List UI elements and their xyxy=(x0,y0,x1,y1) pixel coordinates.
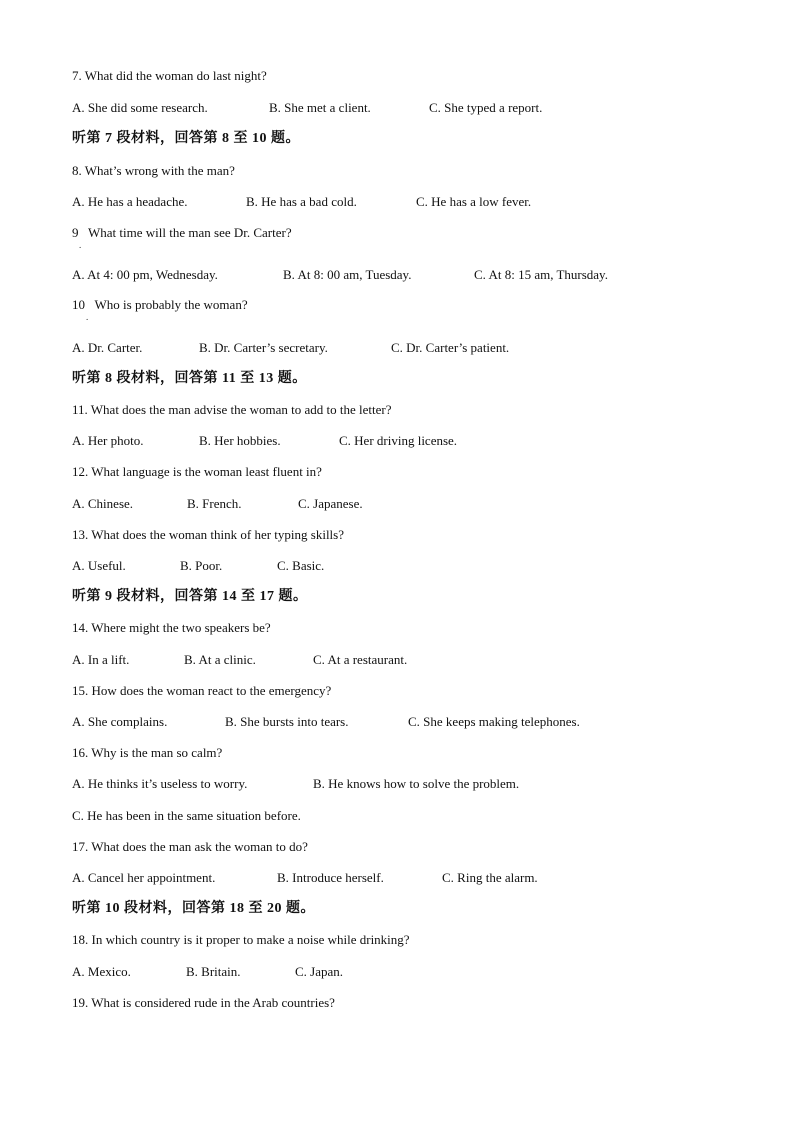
q14-option-c: C. At a restaurant. xyxy=(313,652,408,667)
q16-option-b: B. He knows how to solve the problem. xyxy=(313,776,520,791)
q15-option-b: B. She bursts into tears. xyxy=(225,714,349,729)
q17-option-a: A. Cancel her appointment. xyxy=(72,870,216,885)
q16-option-a: A. He thinks it’s useless to worry. xyxy=(72,776,248,791)
q9-option-b: B. At 8: 00 am, Tuesday. xyxy=(283,267,412,282)
q11-option-c: C. Her driving license. xyxy=(339,433,458,448)
period-mark: . xyxy=(79,240,82,250)
q10-option-b: B. Dr. Carter’s secretary. xyxy=(199,340,328,355)
q13-option-a: A. Useful. xyxy=(72,558,126,573)
q8-option-a: A. He has a headache. xyxy=(72,194,188,209)
q9-option-c: C. At 8: 15 am, Thursday. xyxy=(474,267,608,282)
q11-option-a: A. Her photo. xyxy=(72,433,144,448)
q10-option-c: C. Dr. Carter’s patient. xyxy=(391,340,510,355)
q10-option-a: A. Dr. Carter. xyxy=(72,340,143,355)
section-heading-10: 听第 10 段材料，回答第 18 至 20 题。 xyxy=(72,901,315,916)
q18-option-b: B. Britain. xyxy=(186,964,241,979)
q7-option-b: B. She met a client. xyxy=(269,100,371,115)
question-17: 17. What does the man ask the woman to do? xyxy=(72,839,308,854)
question-7: 7. What did the woman do last night? xyxy=(72,68,267,83)
q13-option-c: C. Basic. xyxy=(277,558,325,573)
q18-option-c: C. Japan. xyxy=(295,964,344,979)
question-15: 15. How does the woman react to the emergency? xyxy=(72,683,332,698)
question-13: 13. What does the woman think of her typing skills? xyxy=(72,527,344,542)
q12-option-a: A. Chinese. xyxy=(72,496,134,511)
question-12: 12. What language is the woman least fluent in? xyxy=(72,464,322,479)
q12-option-c: C. Japanese. xyxy=(298,496,363,511)
question-18: 18. In which country is it proper to make a noise while drinking? xyxy=(72,932,410,947)
q14-option-a: A. In a lift. xyxy=(72,652,130,667)
q17-option-b: B. Introduce herself. xyxy=(277,870,384,885)
q14-option-b: B. At a clinic. xyxy=(184,652,256,667)
q9-option-a: A. At 4: 00 pm, Wednesday. xyxy=(72,267,218,282)
q18-option-a: A. Mexico. xyxy=(72,964,131,979)
section-heading-9: 听第 9 段材料，回答第 14 至 17 题。 xyxy=(72,589,308,604)
period-mark: . xyxy=(86,312,89,322)
section-heading-7: 听第 7 段材料，回答第 8 至 10 题。 xyxy=(72,131,300,146)
question-8: 8. What’s wrong with the man? xyxy=(72,163,235,178)
question-10: 10 Who is probably the woman? xyxy=(72,297,248,312)
q16-option-c: C. He has been in the same situation before. xyxy=(72,808,301,823)
q11-option-b: B. Her hobbies. xyxy=(199,433,281,448)
question-19: 19. What is considered rude in the Arab countries? xyxy=(72,995,335,1010)
q17-option-c: C. Ring the alarm. xyxy=(442,870,538,885)
question-14: 14. Where might the two speakers be? xyxy=(72,620,271,635)
q13-option-b: B. Poor. xyxy=(180,558,223,573)
q15-option-a: A. She complains. xyxy=(72,714,168,729)
question-9: 9 What time will the man see Dr. Carter? xyxy=(72,225,292,240)
question-11: 11. What does the man advise the woman to add to the letter? xyxy=(72,402,392,417)
q7-option-c: C. She typed a report. xyxy=(429,100,543,115)
q12-option-b: B. French. xyxy=(187,496,242,511)
question-16: 16. Why is the man so calm? xyxy=(72,745,223,760)
q15-option-c: C. She keeps making telephones. xyxy=(408,714,580,729)
section-heading-8: 听第 8 段材料，回答第 11 至 13 题。 xyxy=(72,371,307,386)
q7-option-a: A. She did some research. xyxy=(72,100,208,115)
q8-option-c: C. He has a low fever. xyxy=(416,194,532,209)
q8-option-b: B. He has a bad cold. xyxy=(246,194,357,209)
